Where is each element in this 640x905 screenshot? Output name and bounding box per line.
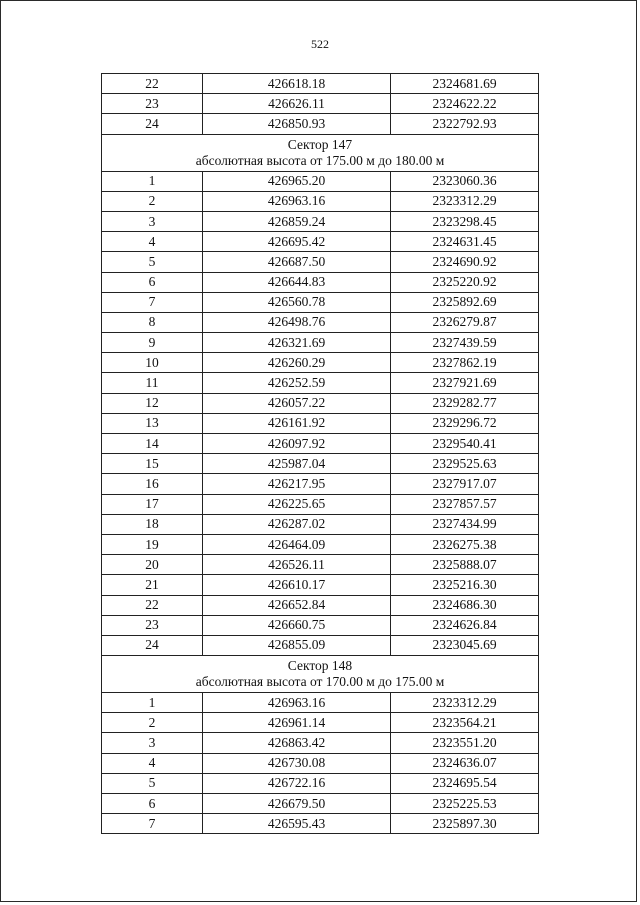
table-row — [102, 534, 539, 554]
sector-header-row — [102, 134, 539, 171]
y-coordinate-cell: 2323312.29 — [391, 693, 539, 713]
y-coordinate-cell: 2329296.72 — [391, 413, 539, 433]
table-row — [102, 232, 539, 252]
table-row — [102, 773, 539, 793]
table-row — [102, 615, 539, 635]
y-coordinate-cell: 2323298.45 — [391, 211, 539, 231]
point-number-cell: 23 — [102, 615, 203, 635]
table-row — [102, 474, 539, 494]
point-number-cell: 5 — [102, 252, 203, 272]
x-coordinate-cell: 426595.43 — [203, 814, 391, 834]
y-coordinate-cell: 2325888.07 — [391, 555, 539, 575]
point-number-cell: 20 — [102, 555, 203, 575]
y-coordinate-cell: 2324695.54 — [391, 773, 539, 793]
table-row — [102, 555, 539, 575]
table-row — [102, 454, 539, 474]
sector-header-cell — [102, 656, 539, 693]
y-coordinate-cell: 2326279.87 — [391, 312, 539, 332]
y-coordinate-cell: 2323551.20 — [391, 733, 539, 753]
y-coordinate-cell: 2325220.92 — [391, 272, 539, 292]
table-row — [102, 252, 539, 272]
point-number-cell: 22 — [102, 74, 203, 94]
table-row — [102, 434, 539, 454]
table-row — [102, 292, 539, 312]
y-coordinate-cell: 2326275.38 — [391, 534, 539, 554]
point-number-cell: 1 — [102, 693, 203, 713]
sector-title: Сектор 148 — [287, 658, 353, 674]
y-coordinate-cell: 2327857.57 — [391, 494, 539, 514]
y-coordinate-cell: 2323060.36 — [391, 171, 539, 191]
y-coordinate-cell: 2324686.30 — [391, 595, 539, 615]
y-coordinate-cell: 2327439.59 — [391, 333, 539, 353]
table-row — [102, 575, 539, 595]
point-number-cell: 7 — [102, 814, 203, 834]
table-row — [102, 74, 539, 94]
x-coordinate-cell: 426644.83 — [203, 272, 391, 292]
x-coordinate-cell: 426560.78 — [203, 292, 391, 312]
x-coordinate-cell: 426252.59 — [203, 373, 391, 393]
x-coordinate-cell: 426859.24 — [203, 211, 391, 231]
y-coordinate-cell: 2324690.92 — [391, 252, 539, 272]
x-coordinate-cell: 426730.08 — [203, 753, 391, 773]
x-coordinate-cell: 426626.11 — [203, 94, 391, 114]
table-row — [102, 211, 539, 231]
y-coordinate-cell: 2324636.07 — [391, 753, 539, 773]
y-coordinate-cell: 2325216.30 — [391, 575, 539, 595]
x-coordinate-cell: 426722.16 — [203, 773, 391, 793]
y-coordinate-cell: 2329540.41 — [391, 434, 539, 454]
y-coordinate-cell: 2324622.22 — [391, 94, 539, 114]
x-coordinate-cell: 426850.93 — [203, 114, 391, 134]
table-row — [102, 693, 539, 713]
y-coordinate-cell: 2329525.63 — [391, 454, 539, 474]
x-coordinate-cell: 425987.04 — [203, 454, 391, 474]
x-coordinate-cell: 426652.84 — [203, 595, 391, 615]
x-coordinate-cell: 426965.20 — [203, 171, 391, 191]
point-number-cell: 2 — [102, 713, 203, 733]
table-row — [102, 753, 539, 773]
table-row — [102, 494, 539, 514]
x-coordinate-cell: 426963.16 — [203, 693, 391, 713]
table-row — [102, 713, 539, 733]
point-number-cell: 3 — [102, 211, 203, 231]
point-number-cell: 8 — [102, 312, 203, 332]
point-number-cell: 10 — [102, 353, 203, 373]
sector-title: Сектор 147 — [287, 136, 353, 152]
table-row — [102, 114, 539, 134]
x-coordinate-cell: 426695.42 — [203, 232, 391, 252]
table-row — [102, 413, 539, 433]
x-coordinate-cell: 426057.22 — [203, 393, 391, 413]
x-coordinate-cell: 426217.95 — [203, 474, 391, 494]
y-coordinate-cell: 2327434.99 — [391, 514, 539, 534]
x-coordinate-cell: 426679.50 — [203, 794, 391, 814]
x-coordinate-cell: 426961.14 — [203, 713, 391, 733]
sector-subtitle: абсолютная высота от 175.00 м до 180.00 м — [195, 152, 445, 168]
table-row — [102, 312, 539, 332]
point-number-cell: 4 — [102, 232, 203, 252]
x-coordinate-cell: 426526.11 — [203, 555, 391, 575]
point-number-cell: 24 — [102, 114, 203, 134]
table-row — [102, 353, 539, 373]
point-number-cell: 3 — [102, 733, 203, 753]
point-number-cell: 23 — [102, 94, 203, 114]
table-row — [102, 373, 539, 393]
y-coordinate-cell: 2329282.77 — [391, 393, 539, 413]
x-coordinate-cell: 426618.18 — [203, 74, 391, 94]
point-number-cell: 12 — [102, 393, 203, 413]
x-coordinate-cell: 426855.09 — [203, 635, 391, 655]
point-number-cell: 24 — [102, 635, 203, 655]
x-coordinate-cell: 426161.92 — [203, 413, 391, 433]
y-coordinate-cell: 2324631.45 — [391, 232, 539, 252]
x-coordinate-cell: 426287.02 — [203, 514, 391, 534]
y-coordinate-cell: 2325225.53 — [391, 794, 539, 814]
coordinates-table — [101, 73, 539, 834]
y-coordinate-cell: 2325892.69 — [391, 292, 539, 312]
point-number-cell: 9 — [102, 333, 203, 353]
point-number-cell: 18 — [102, 514, 203, 534]
y-coordinate-cell: 2325897.30 — [391, 814, 539, 834]
x-coordinate-cell: 426498.76 — [203, 312, 391, 332]
x-coordinate-cell: 426863.42 — [203, 733, 391, 753]
y-coordinate-cell: 2327862.19 — [391, 353, 539, 373]
point-number-cell: 14 — [102, 434, 203, 454]
table-row — [102, 94, 539, 114]
x-coordinate-cell: 426687.50 — [203, 252, 391, 272]
y-coordinate-cell: 2327917.07 — [391, 474, 539, 494]
table-row — [102, 733, 539, 753]
table-row — [102, 814, 539, 834]
table-row — [102, 333, 539, 353]
y-coordinate-cell: 2323045.69 — [391, 635, 539, 655]
page-number: 522 — [311, 37, 329, 51]
y-coordinate-cell: 2323564.21 — [391, 713, 539, 733]
x-coordinate-cell: 426660.75 — [203, 615, 391, 635]
point-number-cell: 7 — [102, 292, 203, 312]
table-row — [102, 171, 539, 191]
point-number-cell: 11 — [102, 373, 203, 393]
table-row — [102, 191, 539, 211]
table-row — [102, 635, 539, 655]
point-number-cell: 5 — [102, 773, 203, 793]
point-number-cell: 6 — [102, 272, 203, 292]
y-coordinate-cell: 2327921.69 — [391, 373, 539, 393]
y-coordinate-cell: 2324626.84 — [391, 615, 539, 635]
coordinates-table-body — [102, 74, 539, 834]
point-number-cell: 16 — [102, 474, 203, 494]
table-row — [102, 393, 539, 413]
x-coordinate-cell: 426610.17 — [203, 575, 391, 595]
table-row — [102, 794, 539, 814]
x-coordinate-cell: 426260.29 — [203, 353, 391, 373]
point-number-cell: 19 — [102, 534, 203, 554]
sector-subtitle: абсолютная высота от 170.00 м до 175.00 м — [195, 674, 445, 690]
y-coordinate-cell: 2323312.29 — [391, 191, 539, 211]
sector-header-row — [102, 656, 539, 693]
point-number-cell: 1 — [102, 171, 203, 191]
point-number-cell: 13 — [102, 413, 203, 433]
point-number-cell: 6 — [102, 794, 203, 814]
point-number-cell: 2 — [102, 191, 203, 211]
point-number-cell: 21 — [102, 575, 203, 595]
y-coordinate-cell: 2322792.93 — [391, 114, 539, 134]
x-coordinate-cell: 426321.69 — [203, 333, 391, 353]
y-coordinate-cell: 2324681.69 — [391, 74, 539, 94]
x-coordinate-cell: 426225.65 — [203, 494, 391, 514]
point-number-cell: 4 — [102, 753, 203, 773]
point-number-cell: 17 — [102, 494, 203, 514]
table-row — [102, 514, 539, 534]
table-row — [102, 595, 539, 615]
sector-header-cell — [102, 134, 539, 171]
x-coordinate-cell: 426097.92 — [203, 434, 391, 454]
point-number-cell: 15 — [102, 454, 203, 474]
point-number-cell: 22 — [102, 595, 203, 615]
x-coordinate-cell: 426963.16 — [203, 191, 391, 211]
table-row — [102, 272, 539, 292]
x-coordinate-cell: 426464.09 — [203, 534, 391, 554]
